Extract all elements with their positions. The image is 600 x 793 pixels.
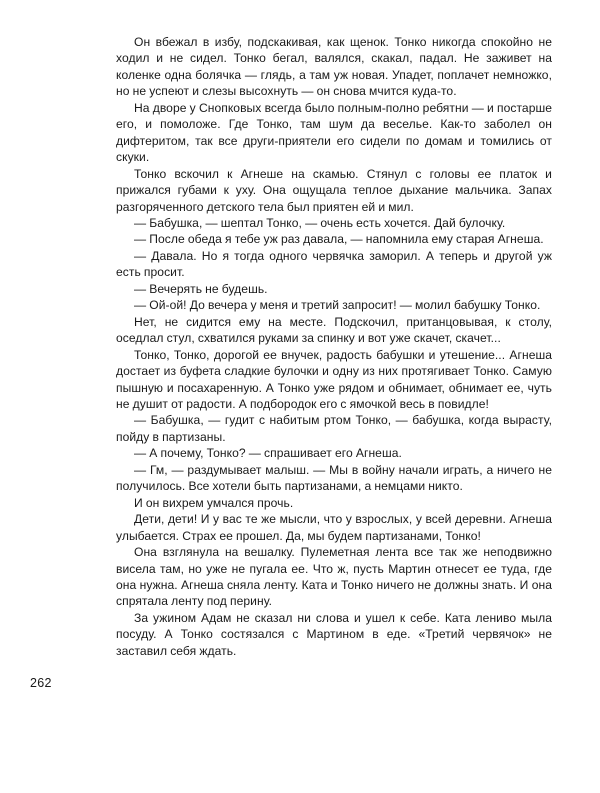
paragraph-4: — Бабушка, — шептал Тонко, — очень есть хочется. Дай булочку. [134,215,506,230]
paragraph-16: Она взглянула на вешалку. Пулеметная лента все так же неподвижно висела там, но уже не пугала ее. Что ж, пусть Мартин отнесет ее туда, где она нужна. Агнеша сняла ленту. Ката и Тонко ничего не должны знать. И она спрятала ленту под перину. [116,545,552,609]
paragraph-14: И он вихрем умчался прочь. [134,495,294,510]
paragraph-10: Тонко, Тонко, дорогой ее внучек, радость бабушки и утешение... Агнеша достает из буфета сладкие булочки и одну из них протягивает Тонко. Самую пышную и посахаренную. А Тонко уже рядом и обнимает, обнимает ее, чуть не душит от радости. А подбородок его с ямочкой весь в повидле! [116,347,552,411]
paragraph-5: — После обеда я тебе уж раз давала, — напомнила ему старая Агнеша. [134,232,544,247]
paragraph-1: Он вбежал в избу, подскакивая, как щенок. Тонко никогда спокойно не ходил и не сидел. Тонко бегал, валялся, скакал, падал. Не заживет на коленке одна болячка — глядь, а там уж новая. Упадет, поплачет немножко, но не успеют и слезы высохнуть — он снова мчится куда-то. [116,35,552,99]
paragraph-17: За ужином Адам не сказал ни слова и ушел к себе. Ката лениво мыла посуду. А Тонко состязался с Мартином в еде. «Третий червячок» не заставил себя ждать. [116,610,552,658]
page-body [116,34,552,659]
paragraph-9: Нет, не сидится ему на месте. Подскочил, пританцовывая, к столу, оседлал стул, схватился руками за спинку и вот уже скачет, скачет... [116,314,552,346]
page-number: 262 [30,676,52,690]
paragraph-12: — А почему, Тонко? — спрашивает его Агнеша. [134,446,402,461]
paragraph-11: — Бабушка, — гудит с набитым ртом Тонко, — бабушка, когда вырасту, пойду в партизаны. [116,413,552,444]
paragraph-6: — Давала. Но я тогда одного червячка заморил. А теперь и другой уж есть просит. [116,248,552,280]
paragraph-15: Дети, дети! И у вас те же мысли, что у взрослых, у всей деревни. Агнеша улыбается. Страх ее прошел. Да, мы будем партизанами, Тонко! [116,512,552,543]
paragraph-2: На дворе у Снопковых всегда было полным-полно ребятни — и постарше его, и помоложе. Где Тонко, там шум да веселье. Как-то заболел он дифтеритом, так все други-приятели его сидели по домам и томились от скуки. [116,100,552,165]
paragraph-3: Тонко вскочил к Агнеше на скамью. Стянул с головы ее платок и прижался губами к уху. Она ощущала теплое дыхание мальчика. Запах разгоряченного детского тела был приятен ей и мил. [116,166,552,214]
paragraph-13: — Гм, — раздумывает малыш. — Мы в войну начали играть, а ничего не получилось. Все хотели быть партизанами, а немцами никто. [116,462,552,494]
paragraph-8: — Ой-ой! До вечера у меня и третий запросит! — молил бабушку Тонко. [134,298,541,313]
paragraph-7: — Вечерять не будешь. [134,281,268,296]
